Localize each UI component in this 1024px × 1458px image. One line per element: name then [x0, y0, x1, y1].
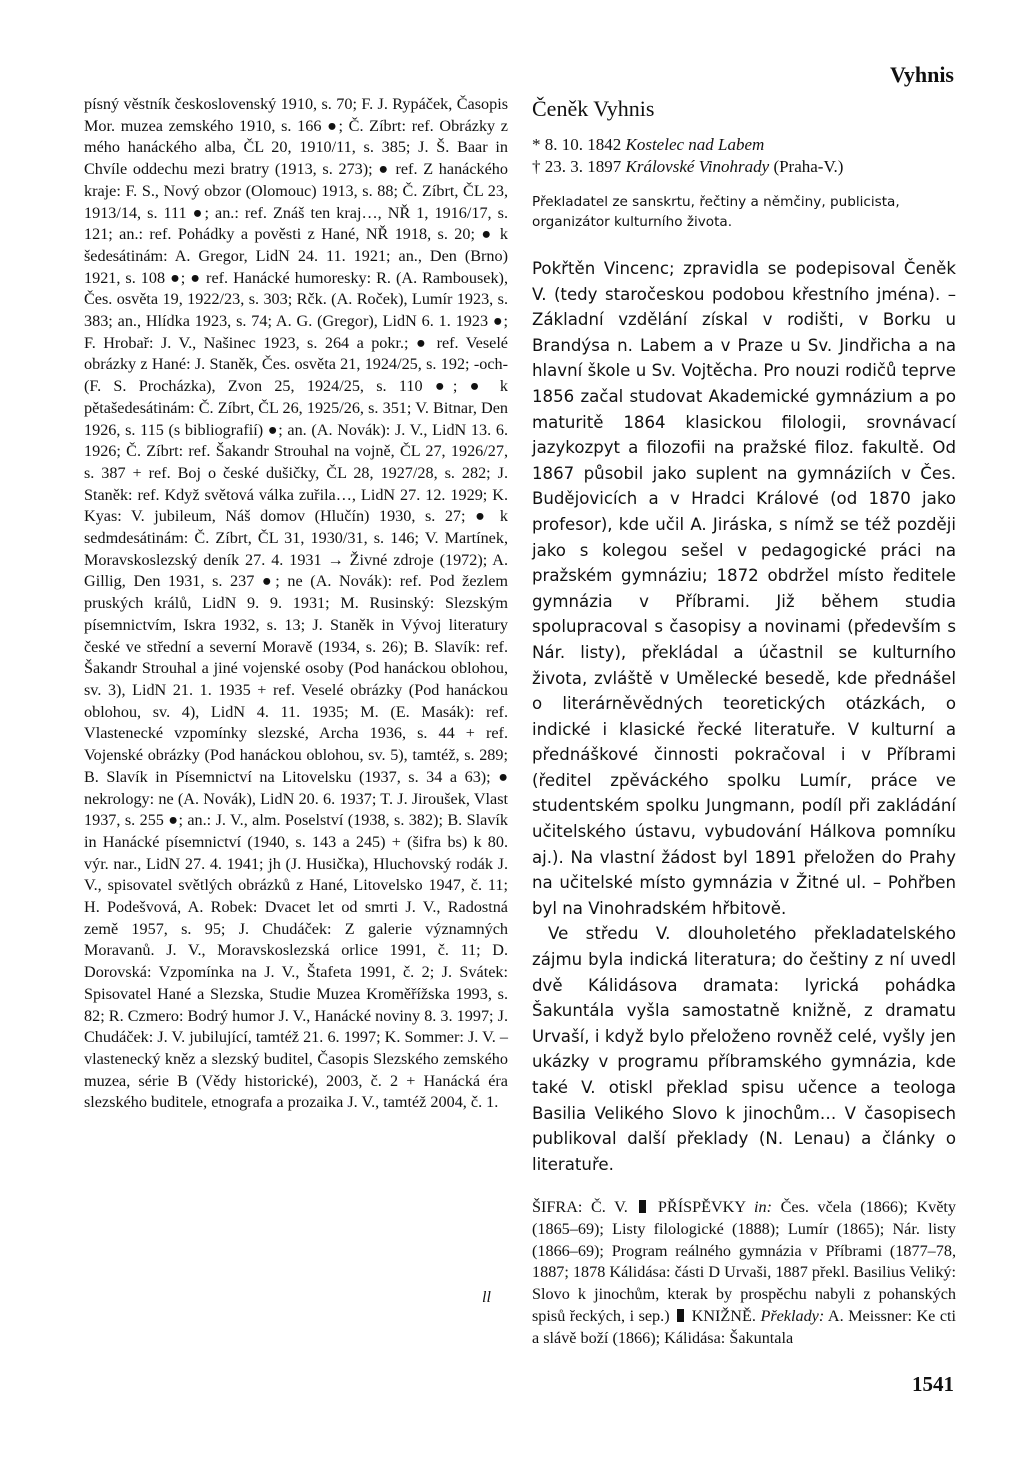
- right-column: [532, 96, 956, 1349]
- author-signature: ll: [482, 1289, 491, 1306]
- birth-line: [532, 134, 956, 156]
- sifra-value: Č. V.: [590, 1198, 628, 1217]
- bibliography-section: [532, 1197, 956, 1349]
- section-separator-icon: [677, 1309, 684, 1322]
- preklady-label: Překlady:: [760, 1306, 825, 1325]
- running-head: Vyhnis: [889, 62, 954, 87]
- birth-place: Kostelec nad Labem: [625, 135, 765, 154]
- death-place: Královské Vinohrady: [625, 157, 770, 176]
- section-separator-icon: [639, 1200, 646, 1213]
- sifra-label: ŠIFRA:: [532, 1198, 583, 1217]
- death-place-note: (Praha-V.): [773, 157, 844, 176]
- entry-name: Čeněk Vyhnis: [532, 96, 655, 121]
- death-line: [532, 156, 956, 178]
- prispevky-in: in:: [754, 1198, 773, 1217]
- bibliography-continuation: písný věstník československý 1910, s. 70; F. J. Rypáček, Časopis Mor. muzea zemského 1910, s. 166 ●; Č. Zíbrt: ref. Obrázky z mého hanáckého alba, ČL 20, 1910/11, s. 385; J. Š. Baar in Chvíle oddechu mezi bratry (1913, s. 273); ● ref. Z hanáckého kraje: F. S., Nový obzor (Olomouc) 1913, s. 88; Č. Zíbrt, ČL 23, 1913/14, s. 111 ●; an.: ref. Znáš ten kraj…, NŘ 1, 1916/17, s. 121; an.: ref. Pohádky a pověsti z Hané, NŘ 1918, s. 20; ● k šedesátinám: A. Gregor, LidN 24. 11. 1921; an., Den (Brno) 1921, s. 108 ●; ● ref. Hanácké humoresky: R. (A. Rambousek), Čes. osvěta 19, 1922/23, s. 303; Rčk. (A. Roček), Lumír 1923, s. 383; an., Hlídka 1923, s. 74; A. G. (Gregor), LidN 6. 1. 1923 ●; F. Hrobař: J. V., Našinec 1923, s. 264 a pokr.; ● ref. Veselé obrázky z Hané: J. Staněk, Čes. osvěta 21, 1924/25, s. 192; -och- (F. S. Procházka), Zvon 25, 1924/25, s. 110 ●; ● k pětašedesátinám: Č. Zíbrt, ČL 26, 1925/26, s. 351; V. Bitnar, Den 1926, s. 115 (s bibliografií) ●; an. (A. Novák): J. V., LidN 13. 6. 1926; Č. Zíbrt: ref. Šakandr Strouhal na vojně, ČL 27, 1926/27, s. 387 + ref. Boj o české dušičky, ČL 28, 1927/28, s. 282; J. Staněk: ref. Když světová válka zuřila…, LidN 27. 12. 1929; K. Kyas: V. jubileum, Náš domov (Hlučín) 1930, s. 27; ● k sedmdesátinám: Č. Zíbrt, ČL 31, 1930/31, s. 146; V. Martínek, Moravskoslezský deník 27. 4. 1931 → Živné zdroje (1972); A. Gillig, Den 1931, s. 237 ●; ne (A. Novák): ref. Pod žezlem pruských králů, LidN 9. 9. 1931; M. Rusinský: Slezským písemnictvím, Iskra 1932, s. 13; J. Staněk in Vývoj literatury české ve střední a severní Moravě (1934, s. 26); B. Slavík: ref. Šakandr Strouhal a jiné vojenské osoby (Pod hanáckou oblohou, sv. 3), LidN 21. 1. 1935 + ref. Veselé obrázky (Pod hanáckou oblohou, sv. 4), LidN 4. 11. 1935; M. (E. Masák): ref. Vlastenecké vzpomínky slezské, Archa 1936, s. 44 + ref. Vojenské obrázky (Pod hanáckou oblohou, sv. 5), tamtéž, s. 289; B. Slavík in Písemnictví na Litovelsku (1937, s. 34 a 63); ● nekrology: ne (A. Novák), LidN 20. 6. 1937; T. J. Jiroušek, Vlast 1937, s. 255 ●; an.: J. V., alm. Poselství (1938, s. 382); B. Slavík in Hanácké písemnictví (1940, s. 143 a 245) + (šifra bs) k 80. výr. nar., LidN 27. 4. 1941; jh (J. Husička), Hluchovský rodák J. V., spisovatel světlých obrázků z Hané, Litovelsko 1947, č. 11; H. Podešvová, A. Robek: Dvacet let od smrti J. V., Radostná země 1957, s. 95; J. Chudáček: Z galerie významných Moravanů. J. V., Moravskoslezská orlice 1991, č. 11; D. Dorovská: Vzpomínka na J. V., Štafeta 1991, č. 2; J. Svátek: Spisovatel Hané a Slezska, Studie Muzea Kroměřížska 1993, s. 82; R. Czmero: Bodrý humor J. V., Hanácké noviny 8. 3. 1997; J. Chudáček: J. V. jubilující, tamtéž 21. 6. 1997; K. Sommer: J. V. – vlastenecký kněz a slezský buditel, Časopis Slezského zemského muzea, série B (Vědy historické), 2003, č. 2 + Hanácká éra slezského buditele, etnografa a prozaika J. V., tamtéž 2004, č. 1.: [84, 95, 508, 1112]
- prispevky-text: Čes. včela (1866); Květy (1865–69); Listy filologické (1888); Lumír (1865); Nár. listy (1866–69); Program reálného gymnázia v Příbrami (1877–78, 1887; 1878 Kálidása: části D Urvaši, 1887 překl. Basilius Veliký: Slovo k jinochům, kterak by prospěchu nabyli z pohanských spisů řeckých, i sep.): [532, 1198, 957, 1325]
- preklady-text: A. Meissner: Ke cti a slávě boží (1866); Kálidása: Šakuntala: [532, 1306, 957, 1347]
- death-date: † 23. 3. 1897: [532, 157, 622, 176]
- birth-date: * 8. 10. 1842: [532, 135, 622, 154]
- left-column: [84, 94, 508, 1114]
- entry-description: Překladatel ze sanskrtu, řečtiny a němčiny, publicista, organizátor kulturního života.: [532, 194, 900, 230]
- page-number: 1541: [912, 1372, 954, 1396]
- work-paragraph: Ve středu V. dlouholetého překladatelského zájmu byla indická literatura; do češtiny z ní uvedl dvě Kálidásova dramata: lyrická pohádka Šakuntála vyšla samostatně knižně, z dramatu Urvaší, i když bylo přeloženo rovněž celé, vyšly jen ukázky v programu příbramského gymnázia, kde také V. otiskl překlad spisu učence a teologa Basilia Velikého Slovo k jinochům… V časopisech publikoval další překlady (N. Lenau) a články o literatuře.: [532, 924, 956, 1174]
- knizne-label: KNIŽNĚ.: [691, 1306, 756, 1325]
- biography-paragraph: Pokřtěn Vincenc; zpravidla se podepisoval Čeněk V. (tedy staročeskou podobou křestního jména). – Základní vzdělání získal v rodišti, v Borku u Brandýsa n. Labem a v Praze u Sv. Jindřicha a na hlavní škole u Sv. Vojtěcha. Pro nouzi rodičů teprve 1856 začal studovat Akademické gymnázium a po maturitě 1864 klasickou filologii, srovnávací jazykozpyt a filozofii na pražské filoz. fakultě. Od 1867 působil jako suplent na gymnáziích v Čes. Budějovicích a v Hradci Králové (od 1870 jako profesor), kde učil A. Jiráska, s nímž se též později jako s kolegou sešel v pedagogické práci na pražském gymnáziu; 1872 obdržel místo ředitele gymnázia v Příbrami. Již během studia spolupracoval s časopisy a novinami (především s Nár. listy), překládal a účastnil se kulturního života, zvláště v Umělecké besedě, kde přednášel o literárněvědných teoretických otázkách, o indické i klasické řecké literatuře. V kulturní a přednáškové činnosti pokračoval i v Příbrami (ředitel zpěváckého spolku Lumír, práce ve studentském spolku Jungmann, podíl při zakládání učitelského ústavu, vybudování Hálkova pomníku aj.). Na vlastní žádost byl 1891 přeložen do Prahy na učitelské místo gymnázia v Žitné ul. – Pohřben byl na Vinohradském hřbitově.: [532, 259, 956, 918]
- entry-body: [532, 256, 956, 1177]
- prispevky-label: PŘÍSPĚVKY: [657, 1198, 746, 1217]
